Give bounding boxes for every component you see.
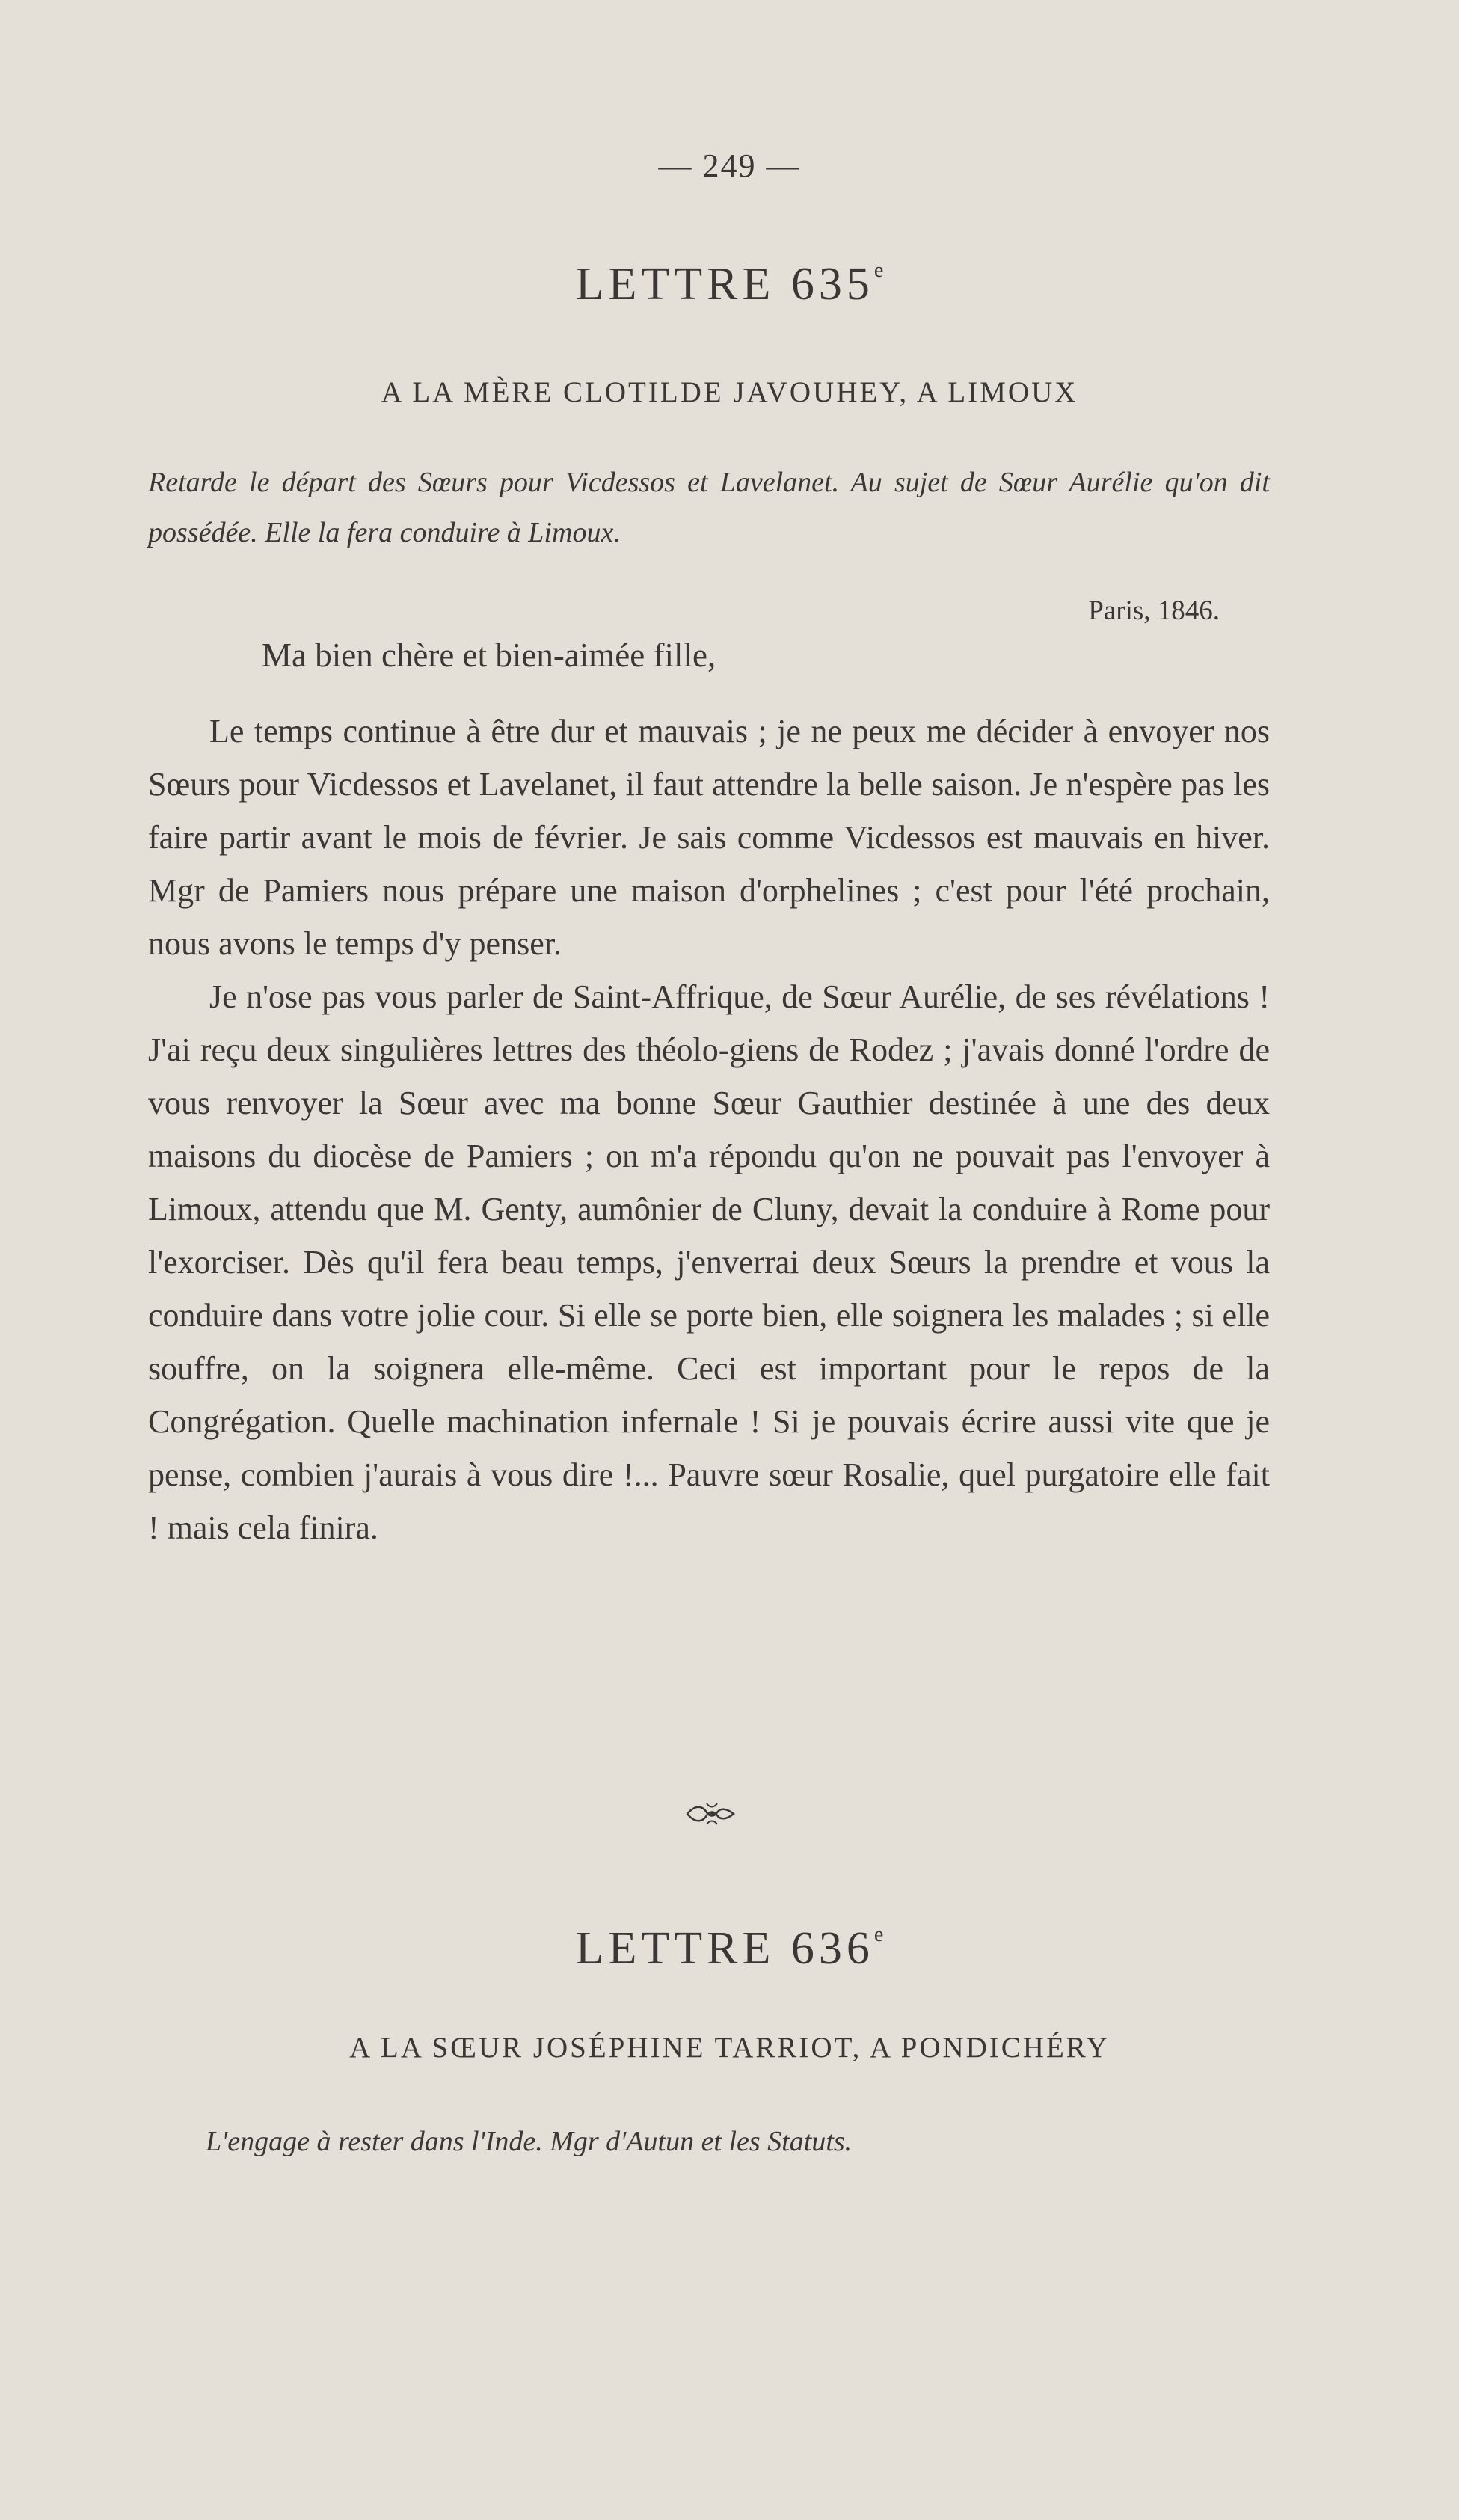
page-number: — 249 — [658, 147, 801, 184]
letter-body-635 [148, 705, 1270, 1554]
letter-paragraph: Le temps continue à être dur et mauvais ; je ne peux me décider à envoyer nos Sœurs pour Vicdessos et Lavelanet, il faut attendre la belle saison. Je n'espère pas les faire partir avant le mois de février. Je sais comme Vicdessos est mauvais en hiver. Mgr de Pamiers nous prépare une maison d'orphelines ; c'est pour l'été prochain, nous avons le temps d'y penser. [148, 713, 1270, 962]
fleuron-divider-icon [684, 1799, 737, 1829]
letter-recipient-635: A LA MÈRE CLOTILDE JAVOUHEY, A LIMOUX [381, 376, 1078, 408]
letter-title-suffix: e [873, 259, 884, 282]
letter-title-text: LETTRE 636 [575, 1923, 874, 1974]
letter-paragraph: Je n'ose pas vous parler de Saint-Affrique, de Sœur Aurélie, de ses révélations ! J'ai reçu deux singulières lettres des théolo-giens de Rodez ; j'avais donné l'ordre de vous renvoyer la Sœur avec ma bonne Sœur Gauthier destinée à une des deux maisons du diocèse de Pamiers ; on m'a répondu qu'on ne pouvait pas l'envoyer à Limoux, attendu que M. Genty, aumônier de Cluny, devait la conduire à Rome pour l'exorciser. Dès qu'il fera beau temps, j'enverrai deux Sœurs la prendre et vous la conduire dans votre jolie cour. Si elle se porte bien, elle soignera les malades ; si elle souffre, on la soignera elle-même. Ceci est important pour le repos de la Congrégation. Quelle machination infernale ! Si je pouvais écrire aussi vite que je pense, combien j'aurais à vous dire !... Pauvre sœur Rosalie, quel purgatoire elle fait ! mais cela finira. [148, 978, 1270, 1546]
letter-summary-636: L'engage à rester dans l'Inde. Mgr d'Autun et les Statuts. [206, 2126, 853, 2157]
letter-recipient-636: A LA SŒUR JOSÉPHINE TARRIOT, A PONDICHÉRY [349, 2032, 1110, 2064]
letter-title-suffix: e [873, 1923, 884, 1946]
letter-summary-635: Retarde le départ des Sœurs pour Vicdessos et Lavelanet. Au sujet de Sœur Aurélie qu'on dit possédée. Elle la fera conduire à Limoux. [148, 467, 1270, 548]
letter-title-636 [0, 1922, 1459, 1975]
letter-salutation: Ma bien chère et bien-aimée fille, [262, 637, 716, 674]
letter-title-text: LETTRE 635 [575, 259, 874, 310]
letter-title-635 [0, 258, 1459, 311]
letter-place-date: Paris, 1846. [1088, 595, 1220, 626]
